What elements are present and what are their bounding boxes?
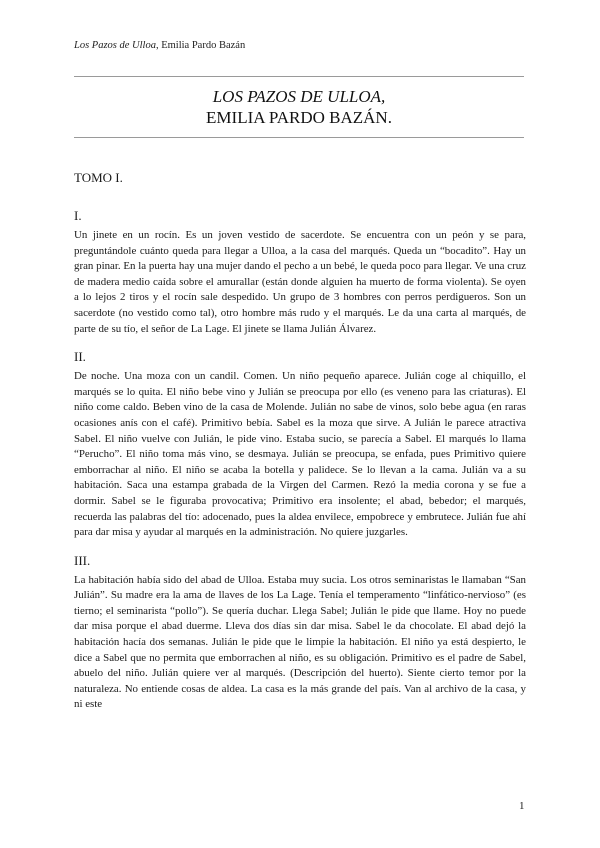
- title-top-rule: [74, 76, 524, 77]
- page-number: 1: [519, 800, 525, 812]
- document-title: [74, 86, 524, 128]
- section-number: I.: [74, 208, 82, 223]
- body-text: [74, 208, 526, 725]
- running-header: [74, 40, 245, 51]
- header-book-title: Los Pazos de Ulloa: [74, 40, 156, 51]
- title-bottom-rule: [74, 137, 524, 138]
- title-line-1: LOS PAZOS DE ULLOA,: [212, 87, 386, 106]
- section-paragraph: De noche. Una moza con un candil. Comen. Un niño pequeño aparece. Julián coge al chiquillo, el marqués se lo quita. El niño bebe vino y Julián se preocupa por ello (es veneno para las criaturas). El niño come caldo. Beben vino de la casa de Molende. Julián no sabe de vinos, solo bebe agua (en raras ocasiones anís con el café). Primitivo bebía. Sabel es la moza que sirve. A Julián le parece atractiva Sabel. El niño vuelve con Julián, le pide vino. Estaba sucio, se parecía a Sabel. El marqués lo llama “Perucho”. El niño toma más vino, se desmaya. Julián se preocupa, se enfada, pues Primitivo quiere emborrachar al niño. El niño se acaba la botella y palidece. Se lo llevan a la cama. Julián va a su habitación. Saca una estampa grabada de la Virgen del Carmen. Rezó la media corona y se fue a dormir. Sabel se le figuraba provocativa; Primitivo era insolente; el abad, bebedor; el marqués, recuerda las palabras del tío: adocenado, pues la aldea envilece, empobrece y embrutece. Julián fue ahí para dar misa y ayudar al marqués en la administración. No quiere juzgarles.: [74, 370, 526, 539]
- section-paragraph: La habitación había sido del abad de Ulloa. Estaba muy sucia. Los otros seminaristas le llamaban “San Julián”. Su madre era la ama de llaves de los La Lage. Tenía el temperamento “linfático-nervioso” (es tierno; el seminarista “pollo”). Se quería duchar. Llega Sabel; Julián le pide que llame. Hoy no puede dar misa porque el abad duerme. Lleva dos días sin dar misa. Sabel le da chocolate. El abad dejó la habitación hacía dos semanas. Julián le pide que le limpie la habitación. El niño ya está despierto, le dice a Sabel que no permita que emborrachen al niño, es su obligación. Primitivo es el padre de Sabel, abuelo del niño. Julián quiere ver al marqués. (Descripción del huerto). Siente cierto temor por la naturaleza. No entiende cosas de aldea. La casa es la más grande del país. Van al archivo de la casa, y ni este: [74, 573, 526, 711]
- section-number: III.: [74, 552, 91, 568]
- section-number: II.: [74, 349, 86, 365]
- title-line-2: EMILIA PARDO BAZÁN.: [206, 108, 392, 127]
- volume-heading: TOMO I.: [74, 170, 123, 185]
- header-author: , Emilia Pardo Bazán: [155, 40, 246, 51]
- section-paragraph: Un jinete en un rocín. Es un joven vestido de sacerdote. Se encuentra con un peón y se para, preguntándole cuánto queda para llegar a Ulloa, a la casa del marqués. Queda un “bocadito”. Hay un gran pinar. En la puerta hay una mujer dando el pecho a un bebé, le queda poco para llegar. Ve una cruz de madera medio caída sobre el amurallar (están donde alguien ha muerto de forma violenta). Se oyen a lo lejos 2 tiros y el rocín sale despedido. Un grupo de 3 hombres con perros perdigueros. Son un sacerdote (no vestido como tal), otro hombre más rudo y el marqués. Le da una carta al marqués, de parte de su tío, el señor de La Lage. El jinete se llama Julián Álvarez.: [74, 229, 526, 335]
